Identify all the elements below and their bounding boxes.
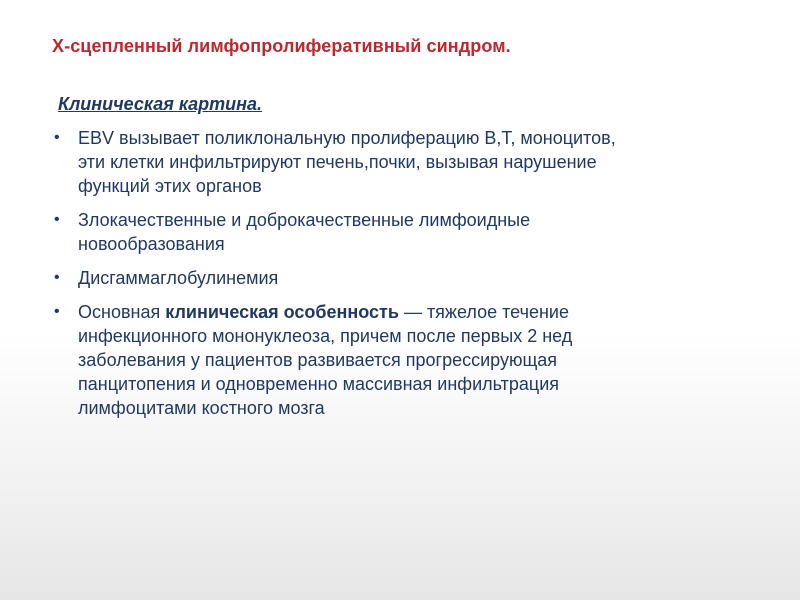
bullet-line: панцитопения и одновременно массивная инфильтрация	[78, 374, 560, 394]
bullet-dot-icon: •	[54, 269, 60, 286]
bullet-line: эти клетки инфильтрируют печень,почки, вызывая нарушение	[78, 152, 597, 172]
bullet-line: новообразования	[78, 234, 225, 254]
section-subtitle: Клиническая картина.	[58, 94, 263, 114]
bullet-text-tail: — тяжелое течение	[398, 302, 569, 322]
bullet-item-ebv	[52, 126, 772, 198]
bullet-dot-icon: •	[54, 303, 60, 320]
bullet-item-main-feature	[52, 300, 772, 420]
bullet-text-bold: клиническая особенность	[165, 302, 399, 322]
bullet-line: Злокачественные и доброкачественные лимфоидные	[78, 210, 531, 230]
bullet-item-dysgammaglobulinemia	[52, 266, 772, 290]
bullet-line: лимфоцитами костного мозга	[78, 398, 325, 418]
bullet-line: заболевания у пациентов развивается прогрессирующая	[78, 350, 558, 370]
bullet-list	[52, 126, 772, 430]
bullet-dot-icon: •	[54, 129, 60, 146]
bullet-dot-icon: •	[54, 211, 60, 228]
slide-title: Х-сцепленный лимфопролиферативный синдром.	[52, 36, 511, 56]
bullet-text-lead: Основная	[78, 302, 166, 322]
bullet-line: функций этих органов	[78, 176, 262, 196]
bullet-line: EBV вызывает поликлональную пролиферацию В,Т, моноцитов,	[78, 128, 616, 148]
bullet-item-neoplasms	[52, 208, 772, 256]
bullet-line: инфекционного мононуклеоза, причем после первых 2 нед	[78, 326, 573, 346]
bullet-line: Дисгаммаглобулинемия	[78, 268, 279, 288]
